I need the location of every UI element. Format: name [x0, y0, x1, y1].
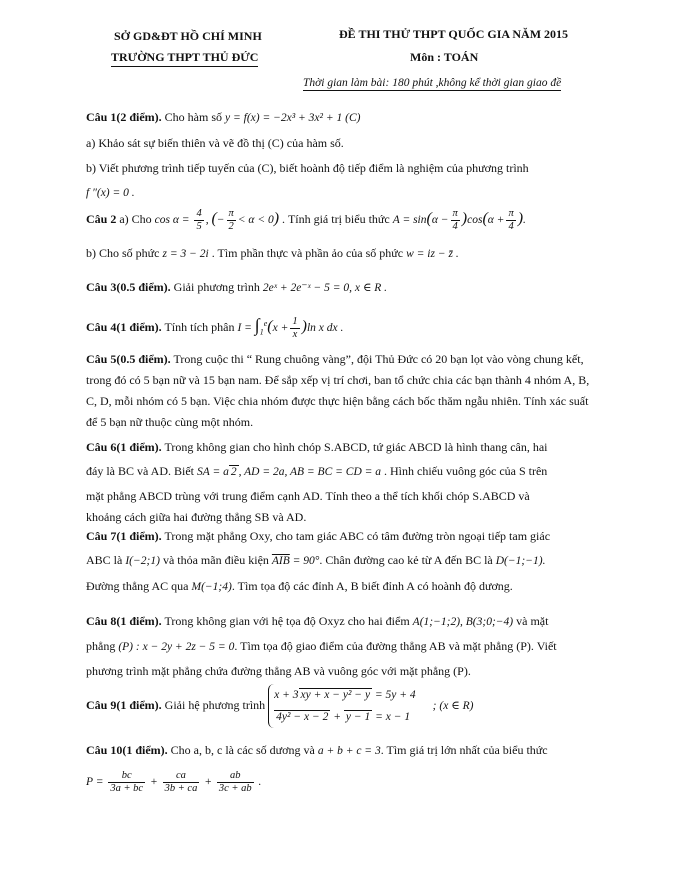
question-2-part-b-text: b) Cho số phức — [86, 246, 160, 260]
question-10-text-2: . Tìm giá trị lớn nhất của biểu thức — [380, 743, 548, 757]
question-7-line-2 — [86, 550, 601, 572]
question-6-line-2a: đáy là BC và AD. Biết — [86, 464, 194, 478]
question-2-part-b — [86, 243, 601, 265]
exam-title: ĐỀ THI THỬ THPT QUỐC GIA NĂM 2015 — [339, 27, 569, 41]
question-7-point-d: D(−1;−1). — [495, 555, 546, 567]
question-3-label: Câu 3(0.5 điểm). — [86, 280, 171, 294]
question-7-point-i: I(−2;1) — [125, 555, 160, 567]
question-1-part-b-formula: f ″(x) = 0 . — [86, 187, 135, 199]
question-2-cos-formula: cos α = $\frac{4}{5}$ , (− $\frac{\pi}{2}$ < α < 0) — [154, 208, 280, 232]
question-1-text: Cho hàm số — [164, 110, 223, 124]
question-7-line-3b: . Tìm tọa độ các đỉnh A, B biết đỉnh A có hoành độ dương. — [231, 579, 513, 593]
question-9-label: Câu 9(1 điểm). — [86, 697, 162, 712]
question-2-part-b-mid: . Tìm phần thực và phần ảo của số phức — [211, 246, 404, 260]
question-8-line-3: phương trình mặt phẳng chứa đường thẳng AB và vuông góc với mặt phẳng (P). — [86, 664, 471, 678]
question-10-condition: a + b + c = 3 — [317, 745, 381, 757]
question-1-formula: y = f(x) = −2x³ + 3x² + 1 (C) — [225, 112, 361, 124]
question-2-expression: A = sin(α − $\frac{\pi}{4}$ )cos(α + $\frac{\pi}{4}$ ). — [392, 208, 526, 232]
question-6-line-1: Trong không gian cho hình chóp S.ABCD, tứ giác ABCD là hình thang cân, hai — [164, 440, 548, 454]
question-1-part-a: a) Khảo sát sự biến thiên và vẽ đồ thị (C) của hàm số. — [86, 136, 344, 150]
question-3 — [86, 277, 601, 299]
question-7-line-3 — [86, 576, 601, 598]
question-8-line-2a: phẳng — [86, 639, 116, 653]
question-3-text: Giải phương trình — [173, 280, 260, 294]
question-8-line-1b: và mặt — [516, 614, 549, 628]
question-7-line-1: Trong mặt phẳng Oxy, cho tam giác ABC có tâm đường tròn ngoại tiếp tam giác — [164, 529, 551, 543]
school-name: TRƯỜNG THPT THỦ ĐỨC — [111, 50, 258, 67]
question-6-line-4: khoảng cách giữa hai đường thẳng SB và AD. — [86, 510, 307, 524]
question-7-label: Câu 7(1 điểm). — [86, 529, 162, 543]
question-10-text-1: Cho a, b, c là các số dương và — [170, 743, 315, 757]
question-4-label: Câu 4(1 điểm). — [86, 319, 162, 334]
question-8-line-1a: Trong không gian với hệ tọa độ Oxyz cho hai điểm — [164, 614, 410, 628]
question-8-line-2 — [86, 636, 601, 658]
question-9-system: x + 3 xy + x − y² − y = 5y + 4 4y² − x − 2 + y − 1 = x − 1 — [268, 684, 416, 728]
question-2-part-b-z: z = 3 − 2i — [162, 248, 209, 260]
question-7-angle: $\overline{AIB} = 90^\circ$ — [271, 555, 320, 567]
exam-time-note: Thời gian làm bài: 180 phút ,không kể thời gian giao đề — [303, 77, 562, 89]
question-2-part-a-mid: . Tính giá trị biểu thức — [281, 212, 390, 227]
question-4-text: Tính tích phân — [164, 319, 235, 334]
question-6-line-2 — [86, 461, 601, 483]
question-7 — [86, 526, 601, 598]
question-7-line-3a: Đường thẳng AC qua — [86, 579, 189, 593]
question-8-label: Câu 8(1 điểm). — [86, 614, 162, 628]
question-9-text: Giải hệ phương trình — [164, 697, 266, 712]
question-7-line-2b: và thỏa mãn điều kiện — [162, 553, 269, 567]
question-8-line-2b: . Tìm tọa độ giao điểm của đường thẳng AB và mặt phẳng (P). Viết — [234, 639, 557, 653]
question-6-line-3: mặt phẳng ABCD trùng với trung điểm cạnh AD. Tính theo a thể tích khối chóp S.ABCD và — [86, 489, 530, 503]
question-9 — [86, 684, 601, 728]
question-5-text: Trong cuộc thi “ Rung chuông vàng”, đội Thủ Đức có 20 bạn lọt vào vòng chung kết, trong đó có 5 bạn nữ và 15 bạn nam. Để sắp xếp vị trí chơi, ban tổ chức chia các bạn thành 4 nhóm A, B, C, D, mỗi nhóm có 5 bạn. Việc chia nhóm được thực hiện bằng cách bốc thăm ngẫu nhiên. Tính xác suất để 5 bạn nữ thuộc cùng một nhóm. — [86, 352, 590, 429]
question-7-point-m: M(−1;4) — [191, 581, 232, 593]
question-7-line-2c: . Chân đường cao kẻ từ A đến BC là — [319, 553, 493, 567]
question-6-line-2b: . Hình chiếu vuông góc của S trên — [384, 464, 548, 478]
question-1 — [86, 107, 601, 204]
question-2-label: Câu 2 — [86, 212, 117, 227]
question-2-part-a-text: a) Cho — [119, 212, 152, 227]
question-7-line-2a: ABC là — [86, 553, 123, 567]
question-2 — [86, 208, 601, 265]
question-6-label: Câu 6(1 điểm). — [86, 440, 162, 454]
question-8-plane: (P) : x − 2y + 2z − 5 = 0 — [118, 641, 235, 653]
question-1-label: Câu 1(2 điểm). — [86, 110, 162, 124]
exam-subject: Môn : TOÁN — [410, 50, 479, 64]
question-10-expression: P = $\frac{bc}{3a + bc}$ + $\frac{ca}{3b + ca}$ + $\frac{ab}{3c + ab}$ . — [86, 770, 262, 794]
question-10-label: Câu 10(1 điểm). — [86, 743, 168, 757]
question-6-formula: SA = a 2 , AD = 2a, AB = BC = CD = a — [197, 466, 382, 478]
question-8 — [86, 611, 601, 682]
question-2-part-b-w: w = iz − z̄ . — [406, 248, 459, 260]
question-5-label: Câu 5(0.5 điểm). — [86, 352, 171, 366]
question-1-part-b: b) Viết phương trình tiếp tuyến của (C), biết hoành độ tiếp điểm là nghiệm của phương trình — [86, 161, 529, 175]
school-department: SỞ GD&ĐT HỒ CHÍ MINH — [114, 29, 262, 43]
question-6 — [86, 437, 601, 528]
question-9-domain: ; (x ∈ R) — [432, 699, 474, 712]
question-4 — [86, 313, 601, 342]
question-3-formula: 2eˣ + 2e⁻ˣ − 5 = 0, x ∈ R . — [262, 282, 388, 294]
question-8-points: A(1;−1;2), B(3;0;−4) — [412, 616, 514, 628]
question-10 — [86, 740, 601, 795]
question-4-integral: $I = \int_1^e(x$ + $\frac{1}{x}$ )ln x dx . — [237, 314, 344, 340]
question-5 — [86, 349, 601, 433]
